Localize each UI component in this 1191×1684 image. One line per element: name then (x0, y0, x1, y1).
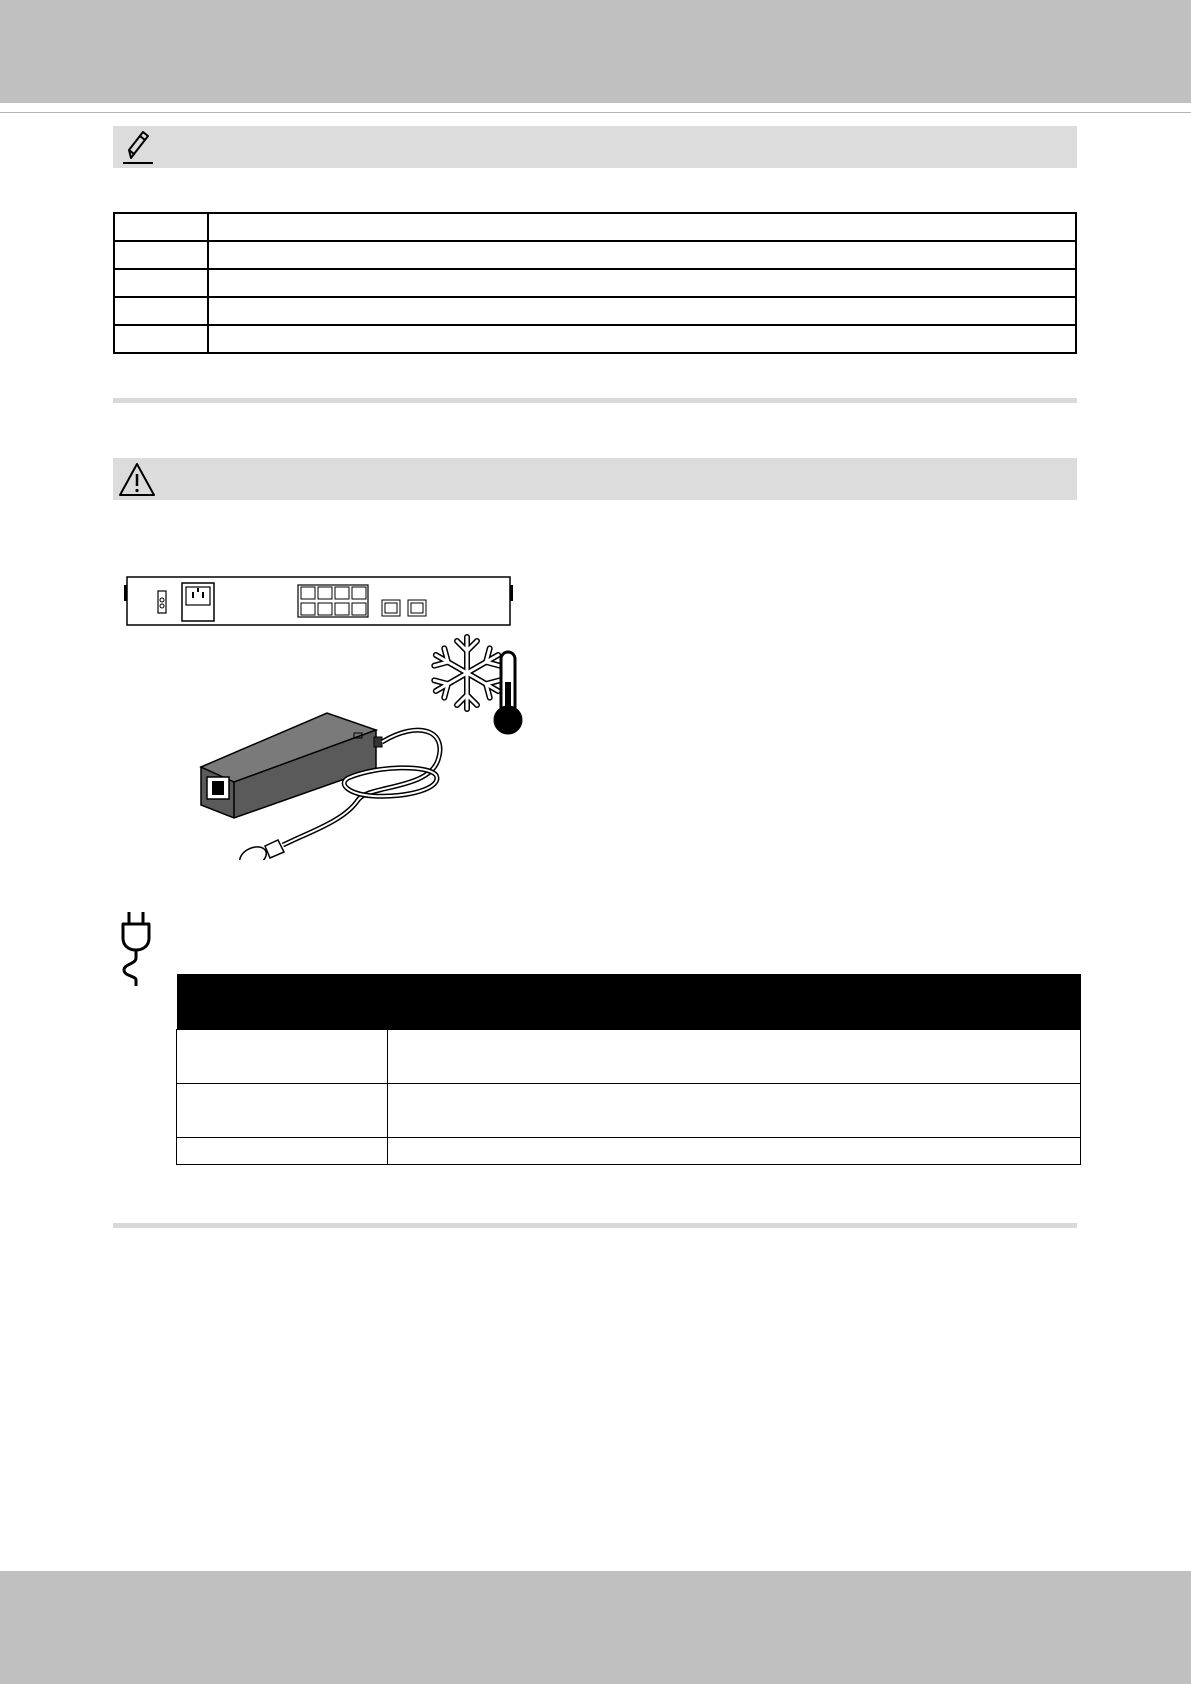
header-divider (0, 112, 1191, 113)
table-row (114, 325, 1076, 353)
page-footer-band (0, 1571, 1191, 1684)
info-table (113, 212, 1077, 354)
table-row (177, 1138, 1081, 1165)
section-divider (113, 398, 1077, 403)
section-divider (113, 1223, 1077, 1228)
warning-box (113, 458, 1077, 500)
table-row (114, 297, 1076, 325)
warning-triangle-icon (117, 460, 157, 498)
pencil-icon (117, 128, 157, 166)
power-plug-icon (118, 908, 154, 988)
table-row (114, 213, 1076, 241)
power-adapter (201, 713, 440, 860)
device-illustration (118, 570, 538, 860)
nvr-rear-panel (124, 577, 513, 625)
table-header-row (177, 974, 1081, 1030)
power-spec-table (176, 974, 1081, 1165)
table-row (177, 1084, 1081, 1138)
table-row (177, 1030, 1081, 1084)
page-header-band (0, 0, 1191, 103)
note-box (113, 126, 1077, 168)
table-row (114, 241, 1076, 269)
table-row (114, 269, 1076, 297)
